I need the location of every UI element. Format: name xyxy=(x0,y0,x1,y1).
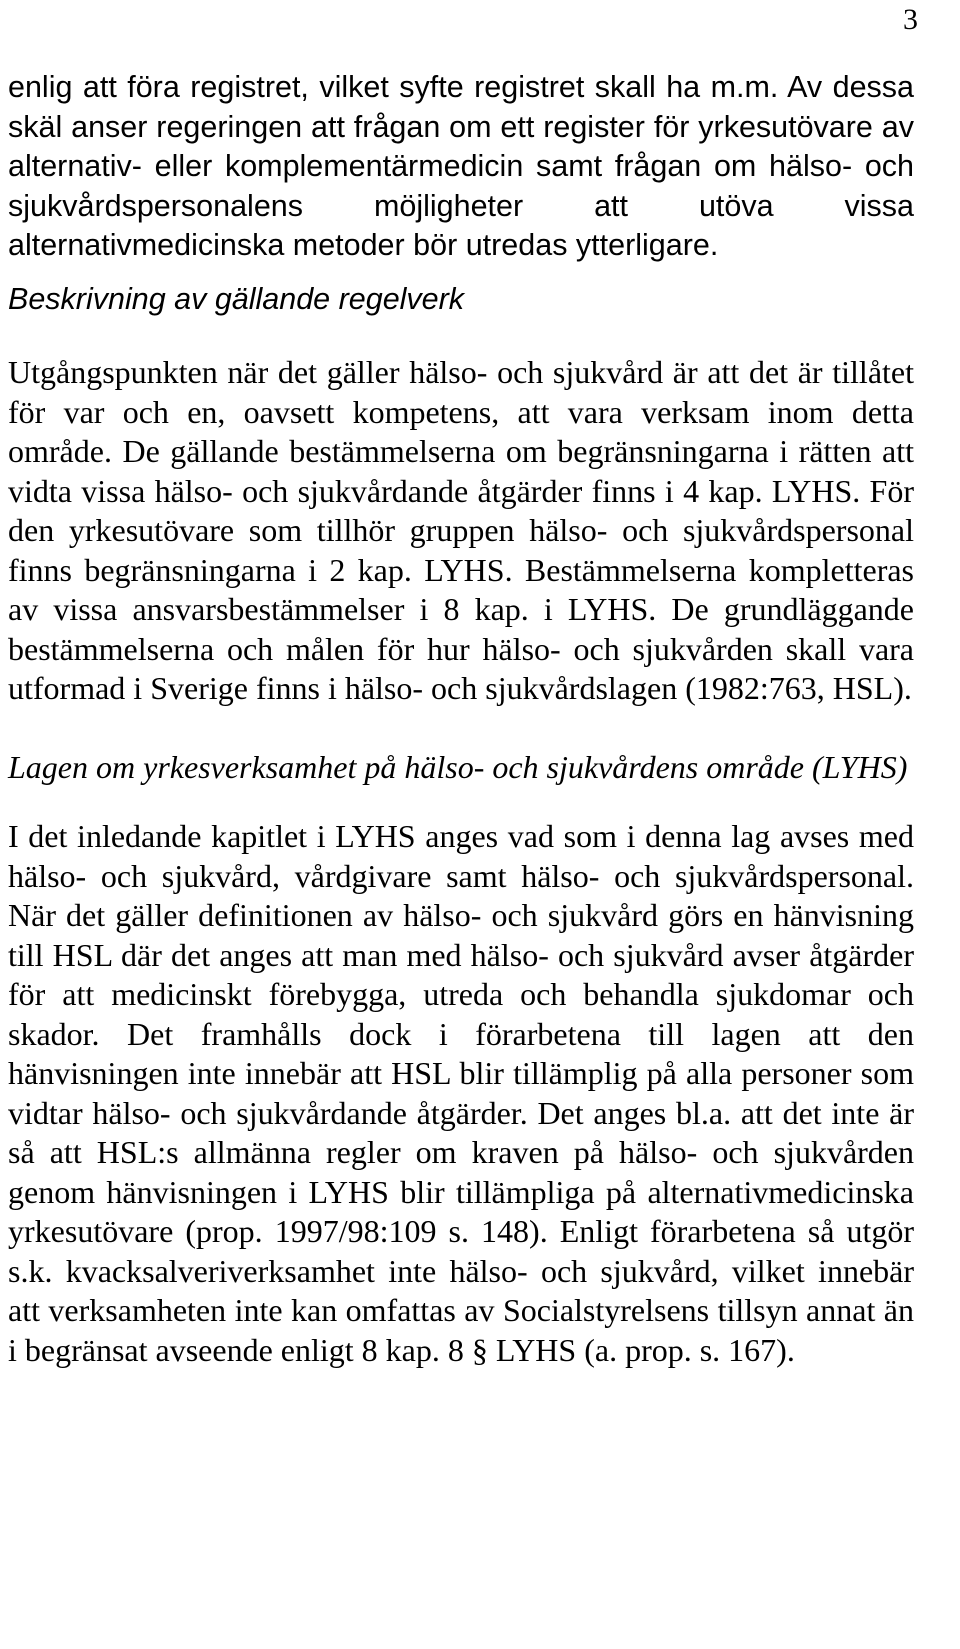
intro-paragraph: enlig att föra registret, vilket syfte registret skall ha m.m. Av dessa skäl anser regeringen att frågan om ett register för yrkesutövare av alternativ- eller komplementärmedicin samt frågan om hälso- och sjukvårdspersonalens möjligheter att utöva vissa alternativmedicinska metoder bör utredas ytterligare. xyxy=(8,70,914,262)
body-paragraph-lyhs: I det inledande kapitlet i LYHS anges vad som i denna lag avses med hälso- och sjukvård, vårdgivare samt hälso- och sjukvårdspersonal. När det gäller definitionen av hälso- och sjukvård görs en hänvisning till HSL där det anges att man med hälso- och sjukvård avser åtgärder för att medicinskt förebygga, utreda och behandla sjukdomar och skador. Det framhålls dock i förarbetena till lagen att den hänvisningen inte innebär att HSL blir tillämplig på alla personer som vidtar hälso- och sjukvårdande åtgärder. Det anges bl.a. att det inte är så att HSL:s allmänna regler om kraven på hälso- och sjukvården genom hänvisningen i LYHS blir tillämpliga på alternativmedicinska yrkesutövare (prop. 1997/98:109 s. 148). Enligt förarbetena så utgör s.k. kvacksalveriverksamhet inte hälso- och sjukvård, vilket innebär att verksamheten inte kan omfattas av Socialstyrelsens tillsyn annat än i begränsat avseende enligt 8 kap. 8 § LYHS (a. prop. s. 167). xyxy=(8,818,914,1368)
section-heading-lyhs: Lagen om yrkesverksamhet på hälso- och sjukvårdens område (LYHS) xyxy=(8,748,908,785)
body-paragraph-regelverk: Utgångspunkten när det gäller hälso- och sjukvård är att det är tillåtet för var och en, oavsett kompetens, att vara verksam inom detta område. De gällande bestämmelserna om begränsningarna i rätten att vidta vissa hälso- och sjukvårdande åtgärder finns i 4 kap. LYHS. För den yrkesutövare som tillhör gruppen hälso- och sjukvårdspersonal finns begränsningarna i 2 kap. LYHS. Bestämmelserna kompletteras av vissa ansvarsbestämmelser i 8 kap. i LYHS. De grundläggande bestämmelserna och målen för hur hälso- och sjukvården skall vara utformad i Sverige finns i hälso- och sjukvårdslagen (1982:763, HSL). xyxy=(8,354,914,706)
page-number: 3 xyxy=(903,3,918,36)
section-heading-regelverk: Beskrivning av gällande regelverk xyxy=(8,281,465,316)
document-body xyxy=(8,68,914,1370)
